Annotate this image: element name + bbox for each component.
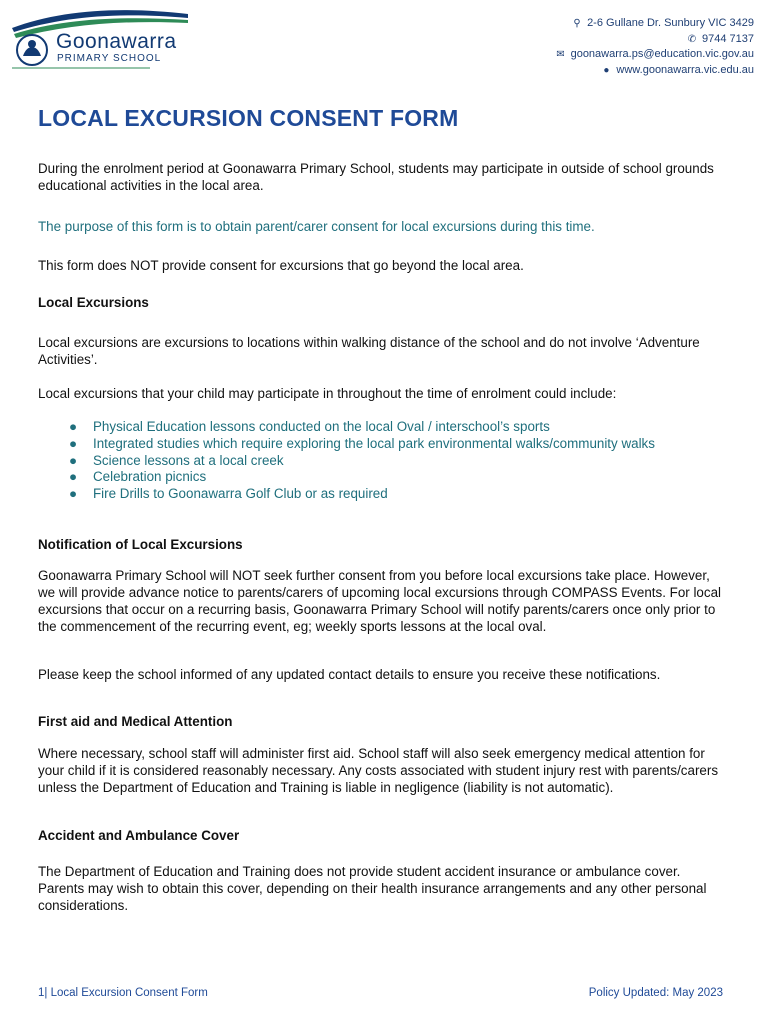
local-excursions-paragraph-1: Local excursions are excursions to locations within walking distance of the school and do not involve ‘Adventure Activities’. <box>38 335 700 367</box>
email-icon: ✉ <box>556 49 565 60</box>
notification-heading: Notification of Local Excursions <box>38 537 243 552</box>
intro-paragraph: During the enrolment period at Goonawarra Primary School, students may participate in outside of school grounds educational activities in the local area. <box>38 161 714 193</box>
footer-policy-date: Policy Updated: May 2023 <box>588 987 723 999</box>
bullet-icon: ● <box>69 486 78 502</box>
list-item: ● Fire Drills to Goonawarra Golf Club or as required <box>69 486 388 502</box>
first-aid-paragraph: Where necessary, school staff will administer first aid. School staff will also seek emergency medical attention for your child if it is considered reasonably necessary. Any costs associated with student injury rest with parents/carers unless the Department of Education and Training is liable in negligence (liability is not automatic). <box>38 746 719 795</box>
list-item: ● Physical Education lessons conducted on the local Oval / interschool’s sports <box>69 419 550 434</box>
ambulance-heading: Accident and Ambulance Cover <box>38 828 240 843</box>
local-excursions-heading: Local Excursions <box>38 295 149 310</box>
bullet-icon: ● <box>69 419 78 434</box>
bullet-icon: ● <box>69 469 78 485</box>
address-row <box>554 16 754 32</box>
list-item: ● Integrated studies which require exploring the local park environmental walks/community walks <box>69 435 655 451</box>
contact-block <box>554 16 754 78</box>
purpose-paragraph: The purpose of this form is to obtain parent/carer consent for local excursions during this time. <box>38 219 595 234</box>
bullet-icon: ● <box>69 435 78 451</box>
phone-row <box>554 32 754 48</box>
ambulance-paragraph: The Department of Education and Training does not provide student accident insurance or ambulance cover. Parents may wish to obtain this cover, depending on their health insurance arrangements and any other personal considerations. <box>38 864 707 913</box>
first-aid-heading: First aid and Medical Attention <box>38 714 233 729</box>
excursion-list <box>38 419 728 503</box>
email-link[interactable]: goonawarra.ps@education.vic.gov.au <box>570 48 754 60</box>
address-text: 2-6 Gullane Dr. Sunbury VIC 3429 <box>587 17 754 29</box>
local-excursions-paragraph-2: Local excursions that your child may participate in throughout the time of enrolment could include: <box>38 386 617 401</box>
list-item: ● Science lessons at a local creek <box>69 452 284 468</box>
website-row <box>554 63 754 79</box>
phone-icon: ✆ <box>687 33 697 45</box>
globe-icon: ● <box>603 64 610 76</box>
footer-page-label: 1| Local Excursion Consent Form <box>38 987 208 999</box>
not-consent-paragraph: This form does NOT provide consent for excursions that go beyond the local area. <box>38 258 524 273</box>
notification-paragraph-2: Please keep the school informed of any updated contact details to ensure you receive these notifications. <box>38 667 661 682</box>
school-name: Goonawarra <box>56 30 177 53</box>
location-pin-icon: ⚲ <box>573 18 581 29</box>
school-logo <box>10 6 190 76</box>
list-item: ● Celebration picnics <box>69 469 207 485</box>
bullet-icon: ● <box>69 452 78 468</box>
notification-paragraph-1: Goonawarra Primary School will NOT seek further consent from you before local excursions take place. However, we will provide advance notice to parents/carers of upcoming local excursions through COMPASS Events. For local excursions that occur on a recurring basis, Goonawarra Primary School will notify parents/carers once only prior to the commencement of the recurring event, eg; weekly sports lessons at the local oval. <box>38 568 721 634</box>
email-row <box>554 47 754 63</box>
phone-text: 9744 7137 <box>702 32 754 45</box>
page-title: LOCAL EXCURSION CONSENT FORM <box>38 105 459 131</box>
school-subtitle: PRIMARY SCHOOL <box>57 53 162 64</box>
website-link[interactable]: www.goonawarra.vic.edu.au <box>616 63 754 76</box>
